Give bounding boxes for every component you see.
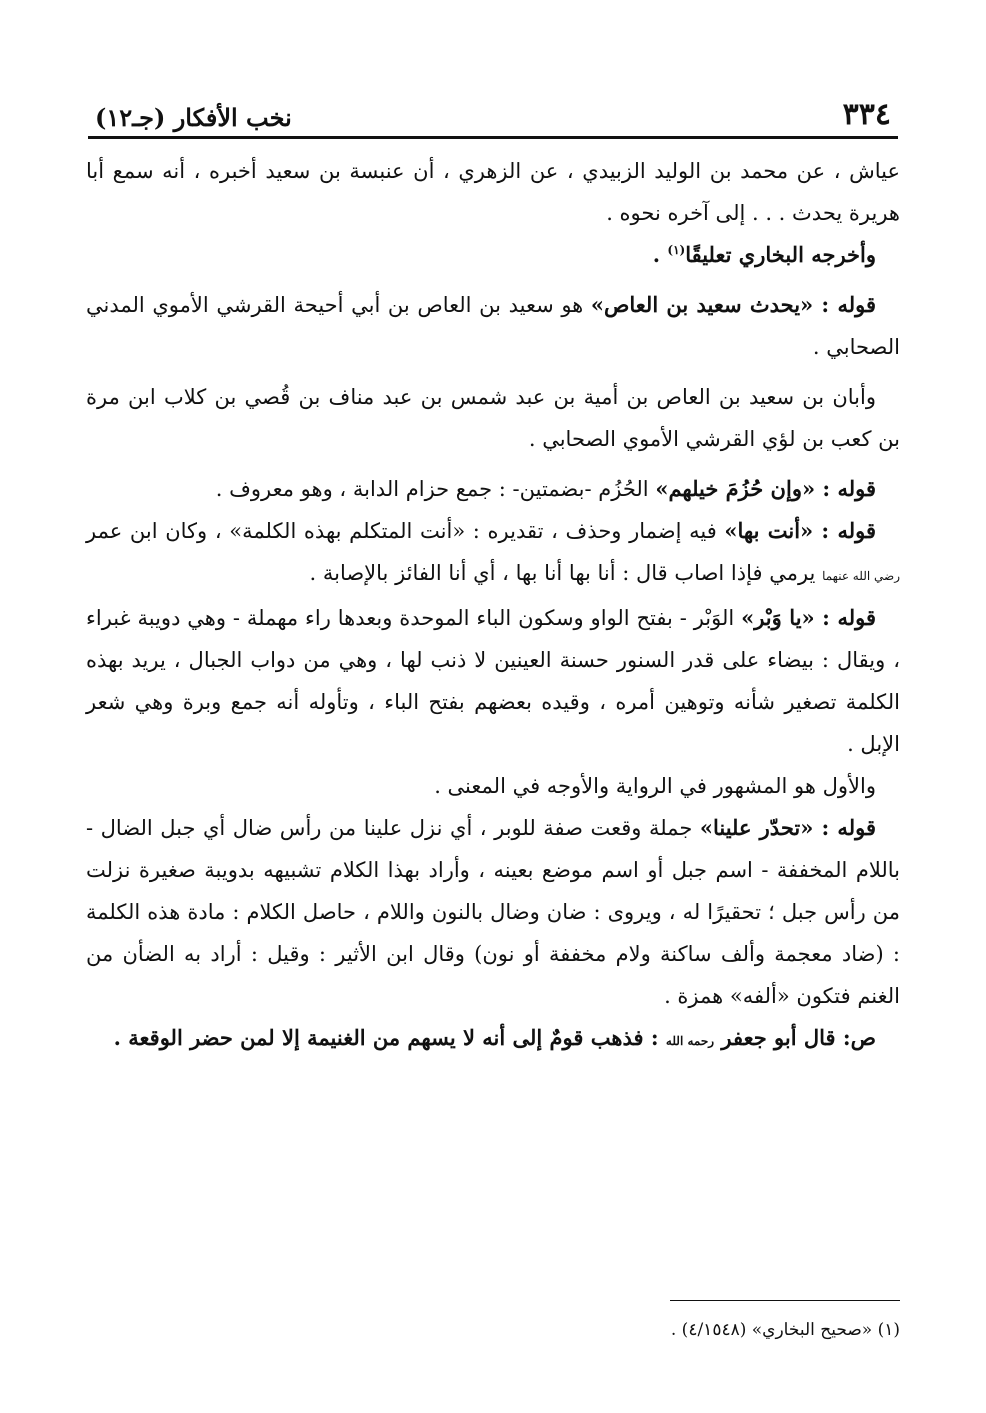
bukhari-note: وأخرجه البخاري تعليقًا	[685, 242, 876, 267]
paragraph-text: والأول هو المشهور في الرواية والأوجه في المعنى .	[434, 774, 876, 798]
header-divider	[88, 136, 898, 139]
footnote	[86, 1316, 900, 1344]
keyword-lemma: قوله : «وإن حُزُمَ خيلهم»	[655, 476, 876, 501]
paragraph-text: هو سعيد بن العاص بن أبي أحيحة القرشي الأموي المدني الصحابي .	[86, 293, 900, 359]
paragraph-4	[86, 376, 900, 460]
paragraph-text: جملة وقعت صفة للوبر ، أي نزل علينا من رأس ضال أي جبل الضال - باللام المخففة - اسم جبل أو اسم موضع بعينه ، وأراد بهذا الكلام تشبيهه بدويبة صغيرة نزلت من رأس جبل ؛ تحقيرًا له ، ويروى : ضان وضال بالنون واللام ، حاصل الكلام : مادة هذه الكلمة : (ضاد معجمة وألف ساكنة ولام مخففة أو نون) وقال ابن الأثير : وقيل : أراد به الضأن من الغنم فتكون «ألفه» همزة .	[86, 816, 900, 1008]
paragraph-6	[86, 510, 900, 597]
text-marker: ص: قال أبو جعفر	[714, 1025, 876, 1050]
paragraph-3	[86, 284, 900, 368]
honorific-glyph: رضي الله عنهما	[822, 569, 900, 583]
page-number: ٣٣٤	[842, 97, 891, 132]
paragraph-text: : فذهب قومٌ إلى أنه لا يسهم من الغنيمة إلا لمن حضر الوقعة .	[113, 1025, 666, 1050]
paragraph-2	[86, 234, 900, 276]
paragraph-1	[86, 150, 900, 234]
paragraph-8	[86, 765, 900, 807]
paragraph-text: وأبان بن سعيد بن العاص بن أمية بن عبد شمس بن عبد مناف بن قُصي بن كلاب ابن مرة بن كعب بن لؤي القرشي الأموي الصحابي .	[86, 385, 900, 451]
honorific-glyph: رحمه الله	[665, 1034, 715, 1048]
page-header	[95, 86, 891, 130]
paragraph-7	[86, 597, 900, 765]
paragraph-text: عياش ، عن محمد بن الوليد الزبيدي ، عن الزهري ، أن عنبسة بن سعيد أخبره ، أنه سمع أبا هريرة يحدث . . . إلى آخره نحوه .	[86, 159, 900, 225]
keyword-lemma: قوله : «أنت بها»	[724, 518, 877, 543]
page-body	[86, 150, 900, 1062]
footnote-divider	[670, 1300, 900, 1301]
paragraph-text: فيه إضمار وحذف ، تقديره : «أنت المتكلم بهذه الكلمة» ، وكان ابن عمر	[86, 519, 725, 543]
footnote-ref[interactable]: (١)	[667, 243, 686, 257]
paragraph-end: .	[652, 242, 668, 267]
paragraph-text: يرمي فإذا اصاب قال : أنا بها أنا بها ، أي أنا الفائز بالإصابة .	[309, 561, 823, 585]
keyword-lemma: قوله : «يحدث سعيد بن العاص»	[590, 292, 876, 317]
paragraph-9	[86, 807, 900, 1017]
paragraph-text: الوَبْر - بفتح الواو وسكون الباء الموحدة وبعدها راء مهملة - وهي دويبة غبراء ، ويقال : بيضاء على قدر السنور حسنة العينين لا ذنب لها ، وهي من دواب الجبال ، يريد بهذه الكلمة تصغير شأنه وتوهين أمره ، وقيده بعضهم بفتح الباء ، وتأوله أنه جمع وبرة وهي شعر الإبل .	[86, 606, 900, 756]
keyword-lemma: قوله : «تحدّر علينا»	[699, 815, 876, 840]
paragraph-text: الحُزُم -بضمتين- : جمع حزام الدابة ، وهو معروف .	[215, 477, 656, 501]
running-title: نخب الأفكار (جـ١٢)	[95, 103, 292, 132]
footnote-text: (١) «صحيح البخاري» (٤/١٥٤٨) .	[670, 1320, 900, 1340]
keyword-lemma: قوله : «يا وَبْر»	[741, 605, 876, 630]
paragraph-5	[86, 468, 900, 510]
paragraph-10	[86, 1017, 900, 1062]
